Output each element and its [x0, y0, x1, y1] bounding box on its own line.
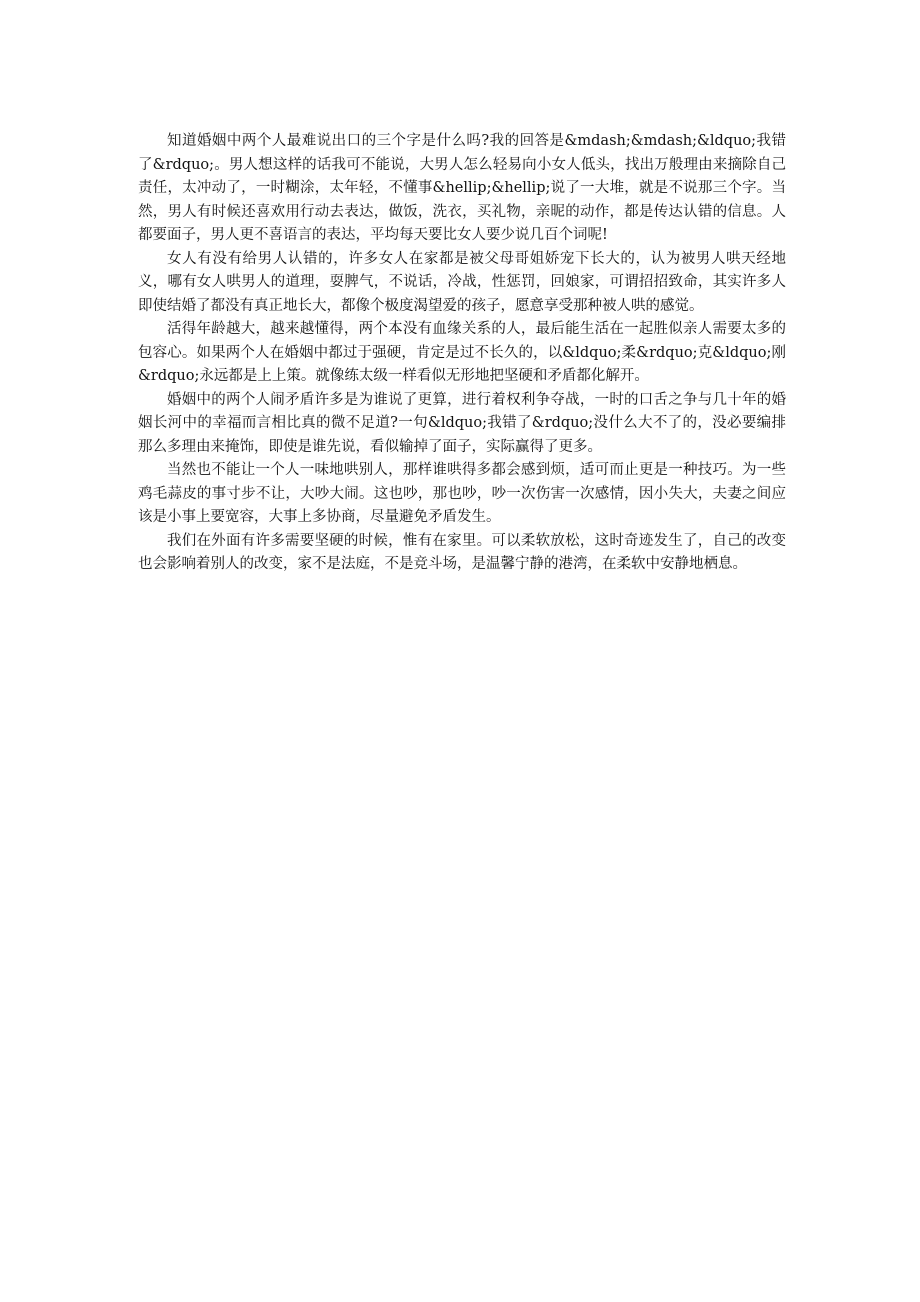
paragraph: 女人有没有给男人认错的，许多女人在家都是被父母哥姐娇宠下长大的，认为被男人哄天经地义，哪有女人哄男人的道理，耍脾气，不说话，冷战，性惩罚，回娘家，可谓招招致命，其实许多人即使结婚了都没有真正地长大，都像个极度渴望爱的孩子，愿意享受那种被人哄的感觉。: [138, 250, 786, 314]
paragraph: 活得年龄越大，越来越懂得，两个本没有血缘关系的人，最后能生活在一起胜似亲人需要太多的包容心。如果两个人在婚姻中都过于强硬，肯定是过不长久的，以&ldquo;柔&rdquo;克&ldquo;刚&rdquo;永远都是上上策。就像练太级一样看似无形地把坚硬和矛盾都化解开。: [138, 321, 786, 384]
paragraph: 当然也不能让一个人一味地哄别人，那样谁哄得多都会感到烦，适可而止更是一种技巧。为一些鸡毛蒜皮的事寸步不让，大吵大闹。这也吵，那也吵，吵一次伤害一次感情，因小失大，夫妻之间应该是小事上要宽容，大事上多协商，尽量避免矛盾发生。: [138, 462, 786, 525]
paragraph: 我们在外面有许多需要坚硬的时候，惟有在家里。可以柔软放松，这时奇迹发生了，自己的改变也会影响着别人的改变，家不是法庭，不是竞斗场，是温馨宁静的港湾，在柔软中安静地栖息。: [138, 532, 786, 572]
paragraph: 婚姻中的两个人闹矛盾许多是为谁说了更算，进行着权利争夺战，一时的口舌之争与几十年的婚姻长河中的幸福而言相比真的微不足道?一句&ldquo;我错了&rdquo;没什么大不了的，没必要编排那么多理由来掩饰，即使是谁先说，看似输掉了面子，实际赢得了更多。: [138, 391, 786, 455]
article-body: [138, 130, 786, 577]
paragraph: 知道婚姻中两个人最难说出口的三个字是什么吗?我的回答是&mdash;&mdash;&ldquo;我错了&rdquo;。男人想这样的话我可不能说，大男人怎么轻易向小女人低头，找出万般理由来摘除自己责任，太冲动了，一时糊涂，太年轻，不懂事&hellip;&hellip;说了一大堆，就是不说那三个字。当然，男人有时候还喜欢用行动去表达，做饭，洗衣，买礼物，亲昵的动作，都是传达认错的信息。人都要面子，男人更不喜语言的表达，平均每天要比女人要少说几百个词呢!: [138, 133, 786, 243]
